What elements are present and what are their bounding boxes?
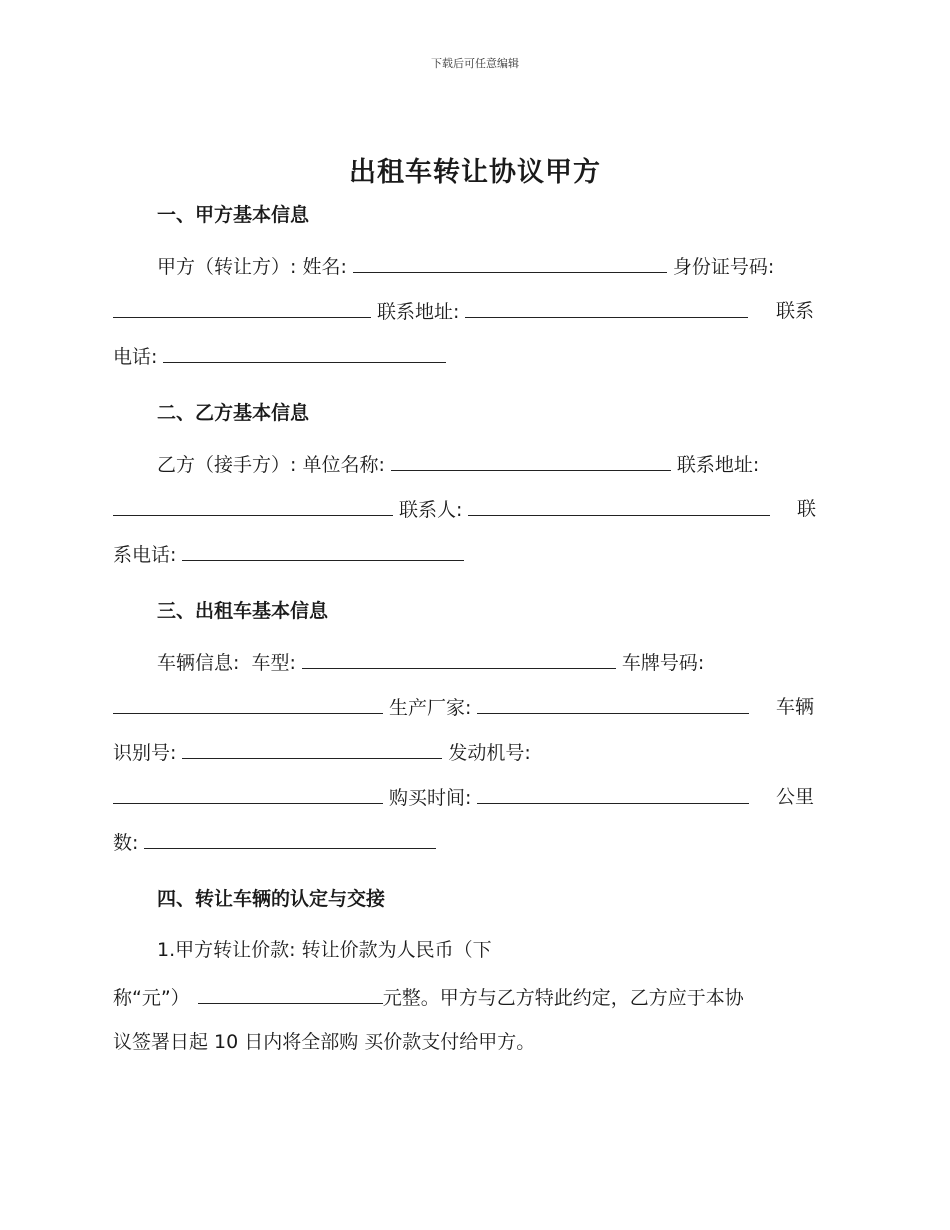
party-b-phone-line (113, 542, 470, 567)
vehicle-engine-line (113, 785, 755, 810)
vehicle-info-label: 车辆信息: (157, 652, 240, 674)
vehicle-plate-label: 车牌号码: (621, 652, 705, 674)
party-a-address-blank[interactable] (465, 299, 748, 318)
party-a-name-line (157, 254, 774, 279)
party-b-unit-line (157, 452, 759, 477)
party-b-contact-label: 联系人: (399, 499, 463, 521)
price-paragraph-line-3: 议签署日起 10 日内将全部购 买价款支付给甲方。 (113, 1031, 536, 1053)
vehicle-vin-label-b: 识别号: (113, 742, 177, 764)
party-a-address-label: 联系地址: (377, 301, 460, 323)
vehicle-maker-label: 生产厂家: (389, 697, 472, 719)
document-title: 出租车转让协议甲方 (349, 157, 601, 188)
vehicle-purchase-blank[interactable] (477, 785, 749, 804)
party-b-unit-blank[interactable] (391, 452, 671, 471)
vehicle-mileage-blank[interactable] (144, 830, 436, 849)
party-b-unit-label: 乙方（接手方）: 单位名称: (157, 454, 385, 476)
vehicle-model-label: 车型: (251, 652, 296, 674)
party-a-phone-blank[interactable] (163, 344, 446, 363)
party-b-contact-blank[interactable] (468, 497, 770, 516)
party-b-address-line (113, 497, 776, 522)
price-paragraph-line-1: 1.甲方转让价款: 转让价款为人民币（下 (157, 939, 492, 961)
vehicle-plate-blank[interactable] (113, 695, 383, 714)
price-paragraph-continuation: 元整。甲方与乙方特此约定，乙方应于本协 (382, 987, 744, 1009)
vehicle-mileage-line (113, 830, 442, 855)
vehicle-plate-line (113, 695, 755, 720)
vehicle-vin-blank[interactable] (182, 740, 442, 759)
party-a-id-blank[interactable] (113, 299, 371, 318)
party-a-name-label: 甲方（转让方）: 姓名: (157, 256, 347, 278)
party-a-name-blank[interactable] (353, 254, 667, 273)
section-2-heading: 二、乙方基本信息 (157, 402, 310, 424)
vehicle-model-line (157, 650, 704, 675)
section-1-heading: 一、甲方基本信息 (157, 204, 310, 226)
vehicle-engine-label: 发动机号: (448, 742, 531, 764)
section-3-heading: 三、出租车基本信息 (157, 600, 329, 622)
party-b-phone-label-b: 系电话: (113, 544, 177, 566)
party-a-phone-label-a: 联系 (776, 300, 815, 322)
party-a-id-line (113, 299, 754, 324)
party-b-address-label: 联系地址: (676, 454, 760, 476)
vehicle-maker-blank[interactable] (477, 695, 749, 714)
party-a-phone-label-b: 电话: (113, 346, 158, 368)
vehicle-mileage-label-b: 数: (113, 832, 139, 854)
price-amount-blank[interactable] (198, 985, 383, 1004)
price-unit-label: 称“元”） (113, 987, 190, 1009)
party-a-id-label: 身份证号码: (672, 256, 775, 278)
vehicle-model-blank[interactable] (302, 650, 616, 669)
vehicle-mileage-label-a: 公里 (776, 786, 815, 808)
price-paragraph-line-2 (113, 985, 744, 1010)
vehicle-purchase-label: 购买时间: (389, 787, 472, 809)
vehicle-engine-blank[interactable] (113, 785, 383, 804)
party-b-phone-blank[interactable] (182, 542, 464, 561)
party-a-phone-line (113, 344, 452, 369)
party-b-address-blank[interactable] (113, 497, 393, 516)
page-header-note: 下载后可任意编辑 (431, 57, 519, 70)
section-4-heading: 四、转让车辆的认定与交接 (157, 888, 386, 910)
vehicle-vin-line (113, 740, 531, 765)
party-b-phone-label-a: 联 (797, 498, 817, 520)
vehicle-vin-label-a: 车辆 (776, 696, 815, 718)
